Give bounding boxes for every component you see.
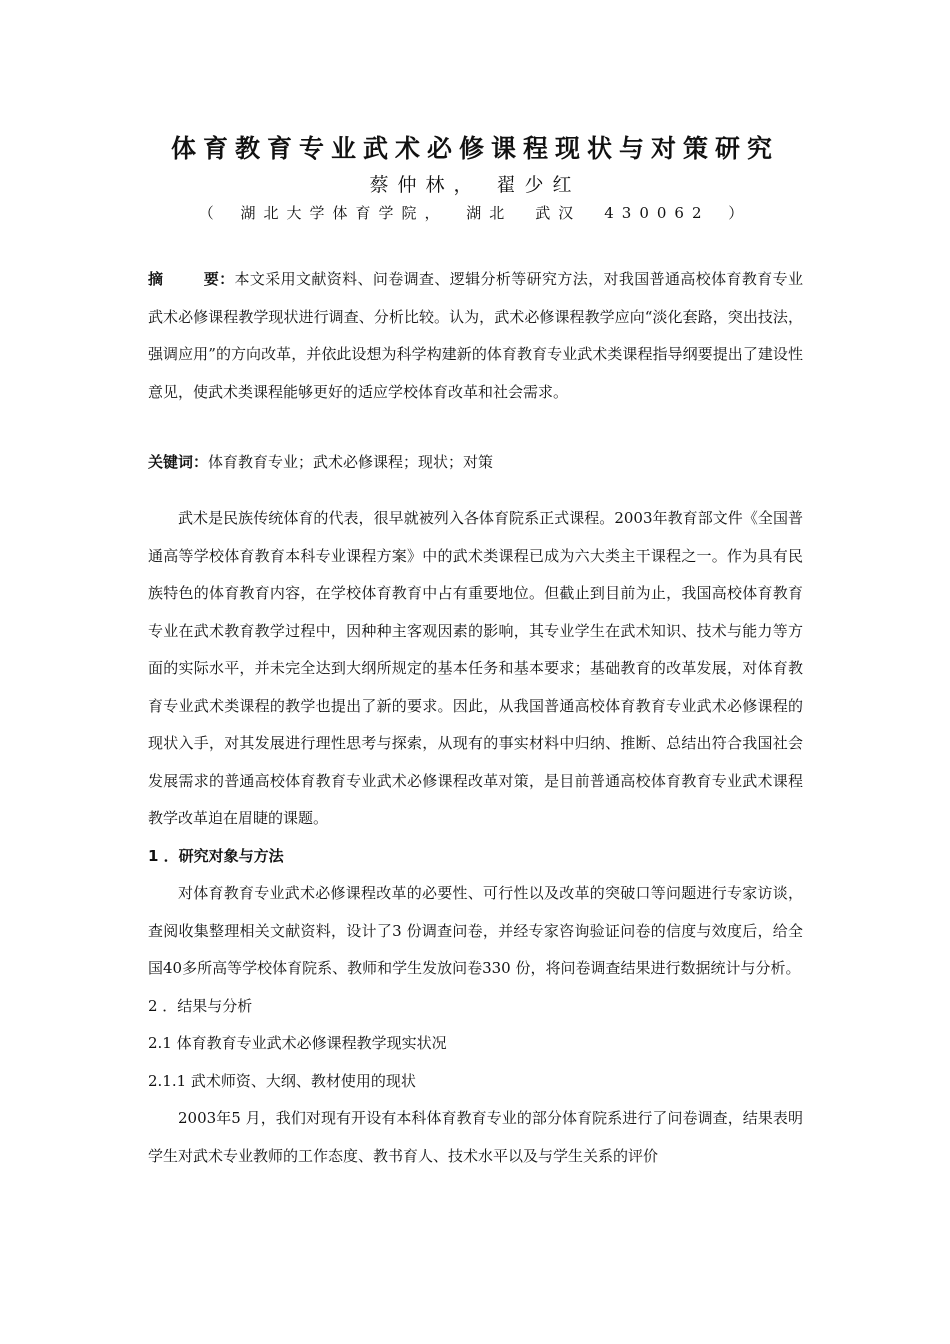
section-2-1-1-paragraph: 2003年5 月，我们对现有开设有本科体育教育专业的部分体育院系进行了问卷调查，结果表明学生对武术专业教师的工作态度、教书育人、技术水平以及与学生关系的评价 <box>148 1109 803 1165</box>
keywords <box>148 448 803 476</box>
paper-authors: 蔡仲林， 翟少红 <box>369 174 581 196</box>
section-2-1-1-heading: 2.1.1 武术师资、大纲、教材使用的现状 <box>148 1071 416 1090</box>
abstract <box>148 261 803 411</box>
body-text <box>148 500 803 1175</box>
section-2-1-heading: 2.1 体育教育专业武术必修课程教学现实状况 <box>148 1034 447 1052</box>
paper-title: 体育教育专业武术必修课程现状与对策研究 <box>170 134 779 163</box>
keywords-label: 关键词： <box>148 453 209 471</box>
keywords-text: 体育教育专业；武术必修课程；现状；对策 <box>208 453 494 471</box>
section-1-paragraph: 对体育教育专业武术必修课程改革的必要性、可行性以及改革的突破口等问题进行专家访谈，查阅收集整理相关文献资料，设计了3 份调查问卷，并经专家咨询验证问卷的信度与效度后，给全国40多所高等学校体育院系、教师和学生发放问卷330 份，将问卷调查结果进行数据统计与分析。 <box>148 884 803 977</box>
abstract-label <box>148 270 235 288</box>
paper-affiliation: （ 湖北大学体育学院， 湖北 武汉 430062 ） <box>198 204 752 222</box>
intro-paragraph: 武术是民族传统体育的代表，很早就被列入各体育院系正式课程。2003年教育部文件《全国普通高等学校体育教育本科专业课程方案》中的武术类课程已成为六大类主干课程之一。作为具有民族特色的体育教育内容，在学校体育教育中占有重要地位。但截止到目前为止，我国高校体育教育专业在武术教育教学过程中，因种种主客观因素的影响，其专业学生在武术知识、技术与能力等方面的实际水平，并未完全达到大纲所规定的基本任务和基本要求；基础教育的改革发展，对体育教育专业武术类课程的教学也提出了新的要求。因此，从我国普通高校体育教育专业武术必修课程的现状入手，对其发展进行理性思考与探索，从现有的事实材料中归纳、推断、总结出符合我国社会发展需求的普通高校体育教育专业武术必修课程改革对策，是目前普通高校体育教育专业武术课程教学改革迫在眉睫的课题。 <box>148 509 803 827</box>
abstract-label-first-char: 摘 <box>148 270 164 288</box>
section-1-heading: 1 ．研究对象与方法 <box>148 846 284 865</box>
abstract-text: 本文采用文献资料、问卷调查、逻辑分析等研究方法，对我国普通高校体育教育专业武术必修课程教学现状进行调查、分析比较。认为，武术必修课程教学应向“淡化套路，突出技法，强调应用”的方向改革，并依此设想为科学构建新的体育教育专业武术类课程指导纲要提出了建设性意见，使武术类课程能够更好的适应学校体育改革和社会需求。 <box>148 270 803 401</box>
abstract-label-second-part: 要： <box>203 270 235 288</box>
section-2-heading: 2 ．结果与分析 <box>148 996 253 1015</box>
